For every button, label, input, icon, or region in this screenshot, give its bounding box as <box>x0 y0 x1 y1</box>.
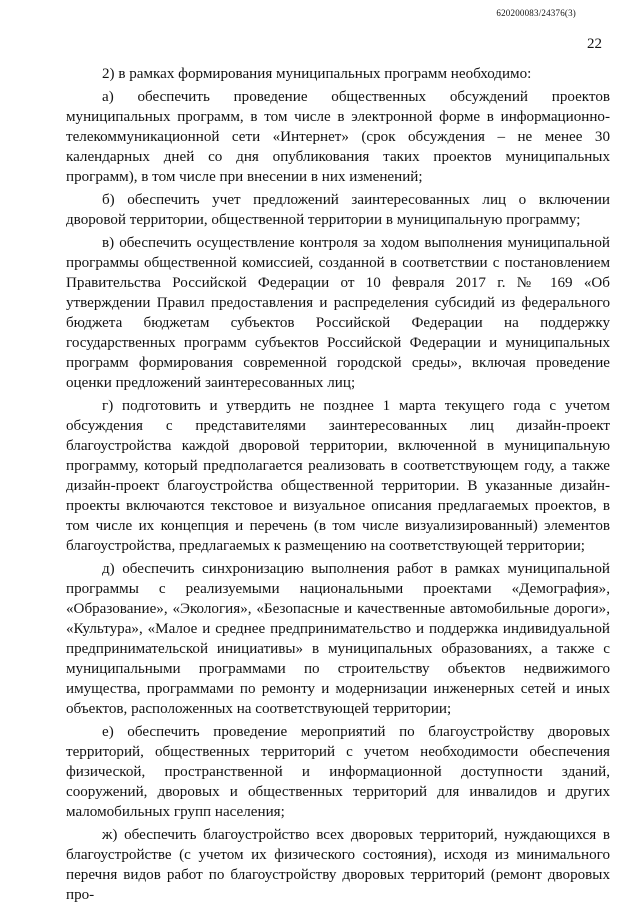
document-id: 620200083/24376(3) <box>496 8 576 18</box>
paragraph-g: г) подготовить и утвердить не позднее 1 марта текущего года с учетом обсуждения с представителями заинтересованных лиц дизайн-проект благоустройства каждой дворовой территории, включенной в муниципальную программу, который предполагается реализовать в соответствующем году, а также дизайн-проект благоустройства общественной территории. В указанные дизайн-проекты включаются текстовое и визуальное описания предлагаемых проектов, в том числе их концепция и перечень (в том числе визуализированный) элементов благоустройства, предлагаемых к размещению на соответствующей территории; <box>66 398 610 554</box>
paragraph-e: е) обеспечить проведение мероприятий по благоустройству дворовых территорий, общественных территорий с учетом необходимости обеспечения физической, пространственной и информационной доступности зданий, сооружений, дворовых и общественных территорий для инвалидов и других маломобильных групп населения; <box>66 724 610 820</box>
paragraph-v: в) обеспечить осуществление контроля за ходом выполнения муниципальной программы общественной комиссией, созданной в соответствии с постановлением Правительства Российской Федерации от 10 февраля 2017 г. № 169 «Об утверждении Правил предоставления и распределения субсидий из федерального бюджета бюджетам субъектов Российской Федерации на поддержку государственных программ субъектов Российской Федерации и муниципальных программ формирования современной городской среды», включая проведение оценки предложений заинтересованных лиц; <box>66 235 610 391</box>
paragraph-b: б) обеспечить учет предложений заинтересованных лиц о включении дворовой территории, общественной территории в муниципальную программу; <box>66 192 610 228</box>
document-body <box>66 64 610 908</box>
paragraph-zh: ж) обеспечить благоустройство всех дворовых территорий, нуждающихся в благоустройстве (с учетом их физического состояния), исходя из минимального перечня видов работ по благоустройству дворовых территорий (ремонт дворовых про- <box>66 827 610 903</box>
paragraph-a: а) обеспечить проведение общественных обсуждений проектов муниципальных программ, в том числе в электронной форме в информационно-телекоммуникационной сети «Интернет» (срок обсуждения – не менее 30 календарных дней со дня опубликования таких проектов муниципальных программ), в том числе при внесении в них изменений; <box>66 89 610 185</box>
paragraph-intro: 2) в рамках формирования муниципальных программ необходимо: <box>102 66 532 82</box>
page-number: 22 <box>587 36 602 52</box>
paragraph-d: д) обеспечить синхронизацию выполнения работ в рамках муниципальной программы с реализуемыми национальными проектами «Демография», «Образование», «Экология», «Безопасные и качественные автомобильные дороги», «Культура», «Малое и среднее предпринимательство и поддержка индивидуальной предпринимательской инициативы» в муниципальных образованиях, а также с муниципальными программами по строительству объектов недвижимого имущества, программами по ремонту и модернизации инженерных сетей и иных объектов, расположенных на соответствующей территории; <box>66 561 610 717</box>
